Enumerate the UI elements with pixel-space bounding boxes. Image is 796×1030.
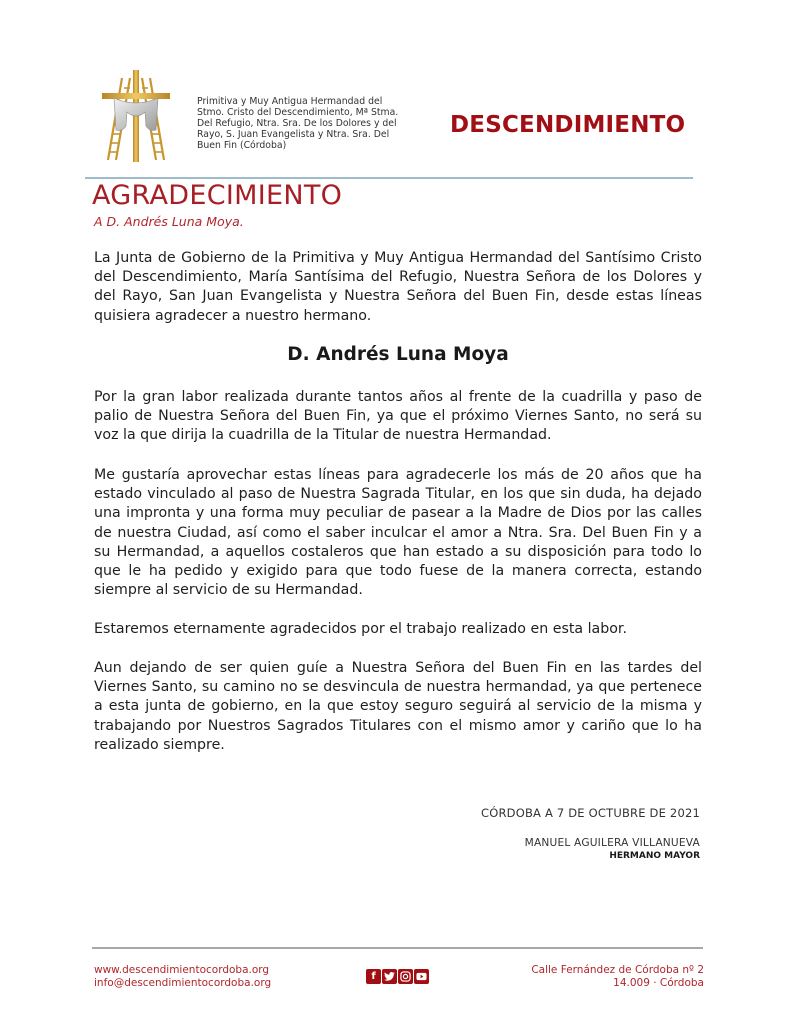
email-link[interactable]: info@descendimientocordoba.org — [94, 977, 272, 989]
header-divider — [85, 177, 693, 179]
address-street: Calle Fernández de Córdoba nº 2 — [531, 964, 704, 976]
instagram-icon[interactable] — [398, 969, 413, 984]
website-link[interactable]: www.descendimientocordoba.org — [94, 964, 270, 976]
document-subtitle: A D. Andrés Luna Moya. — [94, 214, 244, 229]
intro-paragraph: La Junta de Gobierno de la Primitiva y Muy Antigua Hermandad del Santísimo Cristo del Descendimiento, María Santísima del Refugio, Nuestra Señora de los Dolores y del Rayo, San Juan Evangelista y Nuestra Señora del Buen Fin, desde estas líneas quisiera agradecer a nuestro hermano. — [94, 250, 702, 324]
social-links — [366, 969, 429, 984]
cross-with-ladders-and-shroud-icon — [100, 68, 172, 163]
footer-contact — [94, 964, 271, 990]
body-paragraph-3: Estaremos eternamente agradecidos por el trabajo realizado en esta labor. — [94, 621, 627, 637]
footer-divider — [92, 947, 703, 949]
document-title: AGRADECIMIENTO — [92, 180, 343, 211]
signature-name: MANUEL AGUILERA VILLANUEVA — [524, 837, 700, 849]
body-paragraph-4: Aun dejando de ser quien guíe a Nuestra Señora del Buen Fin en las tardes del Viernes Santo, su camino no se desvincula de nuestra hermandad, ya que pertenece a esta junta de gobierno, en la que estoy seguro seguirá al servicio de la misma y trabajando por Nuestros Sagrados Titulares con el mismo amor y cariño que lo ha realizado siempre. — [94, 660, 702, 753]
youtube-icon[interactable] — [414, 969, 429, 984]
brand-title: DESCENDIMIENTO — [450, 112, 686, 138]
body-paragraph-2: Me gustaría aprovechar estas líneas para agradecerle los más de 20 años que ha estado vinculado al paso de Nuestra Sagrada Titular, en los que sin duda, ha dejado una impronta y una forma muy peculiar de pasear a la Madre de Dios por las calles de nuestra Ciudad, así como el saber inculcar el amor a Ntra. Sra. Del Buen Fin y a su Hermandad, a aquellos costaleros que han estado a su disposición para todo lo que le ha pedido y exigido para que todo fuese de la manera correcta, estando siempre al servicio de su Hermandad. — [94, 467, 702, 599]
twitter-icon[interactable] — [382, 969, 397, 984]
signature-role: HERMANO MAYOR — [609, 851, 700, 861]
logo — [100, 68, 172, 163]
organization-name: Primitiva y Muy Antigua Hermandad del Stmo. Cristo del Descendimiento, Mª Stma. Del Refugio, Ntra. Sra. De los Dolores y del Rayo, S. Juan Evangelista y Ntra. Sra. Del Buen Fin (Córdoba) — [197, 96, 399, 151]
body-paragraph-1: Por la gran labor realizada durante tantos años al frente de la cuadrilla y paso de palio de Nuestra Señora del Buen Fin, ya que el próximo Viernes Santo, no será su voz la que dirija la cuadrilla de la Titular de nuestra Hermandad. — [94, 389, 702, 444]
facebook-icon[interactable]: f — [366, 969, 381, 984]
address-city: 14.009 · Córdoba — [613, 977, 704, 989]
footer-address — [531, 964, 704, 990]
honoree-heading: D. Andrés Luna Moya — [287, 344, 509, 365]
signature-place-date: CÓRDOBA A 7 DE OCTUBRE DE 2021 — [480, 806, 700, 820]
